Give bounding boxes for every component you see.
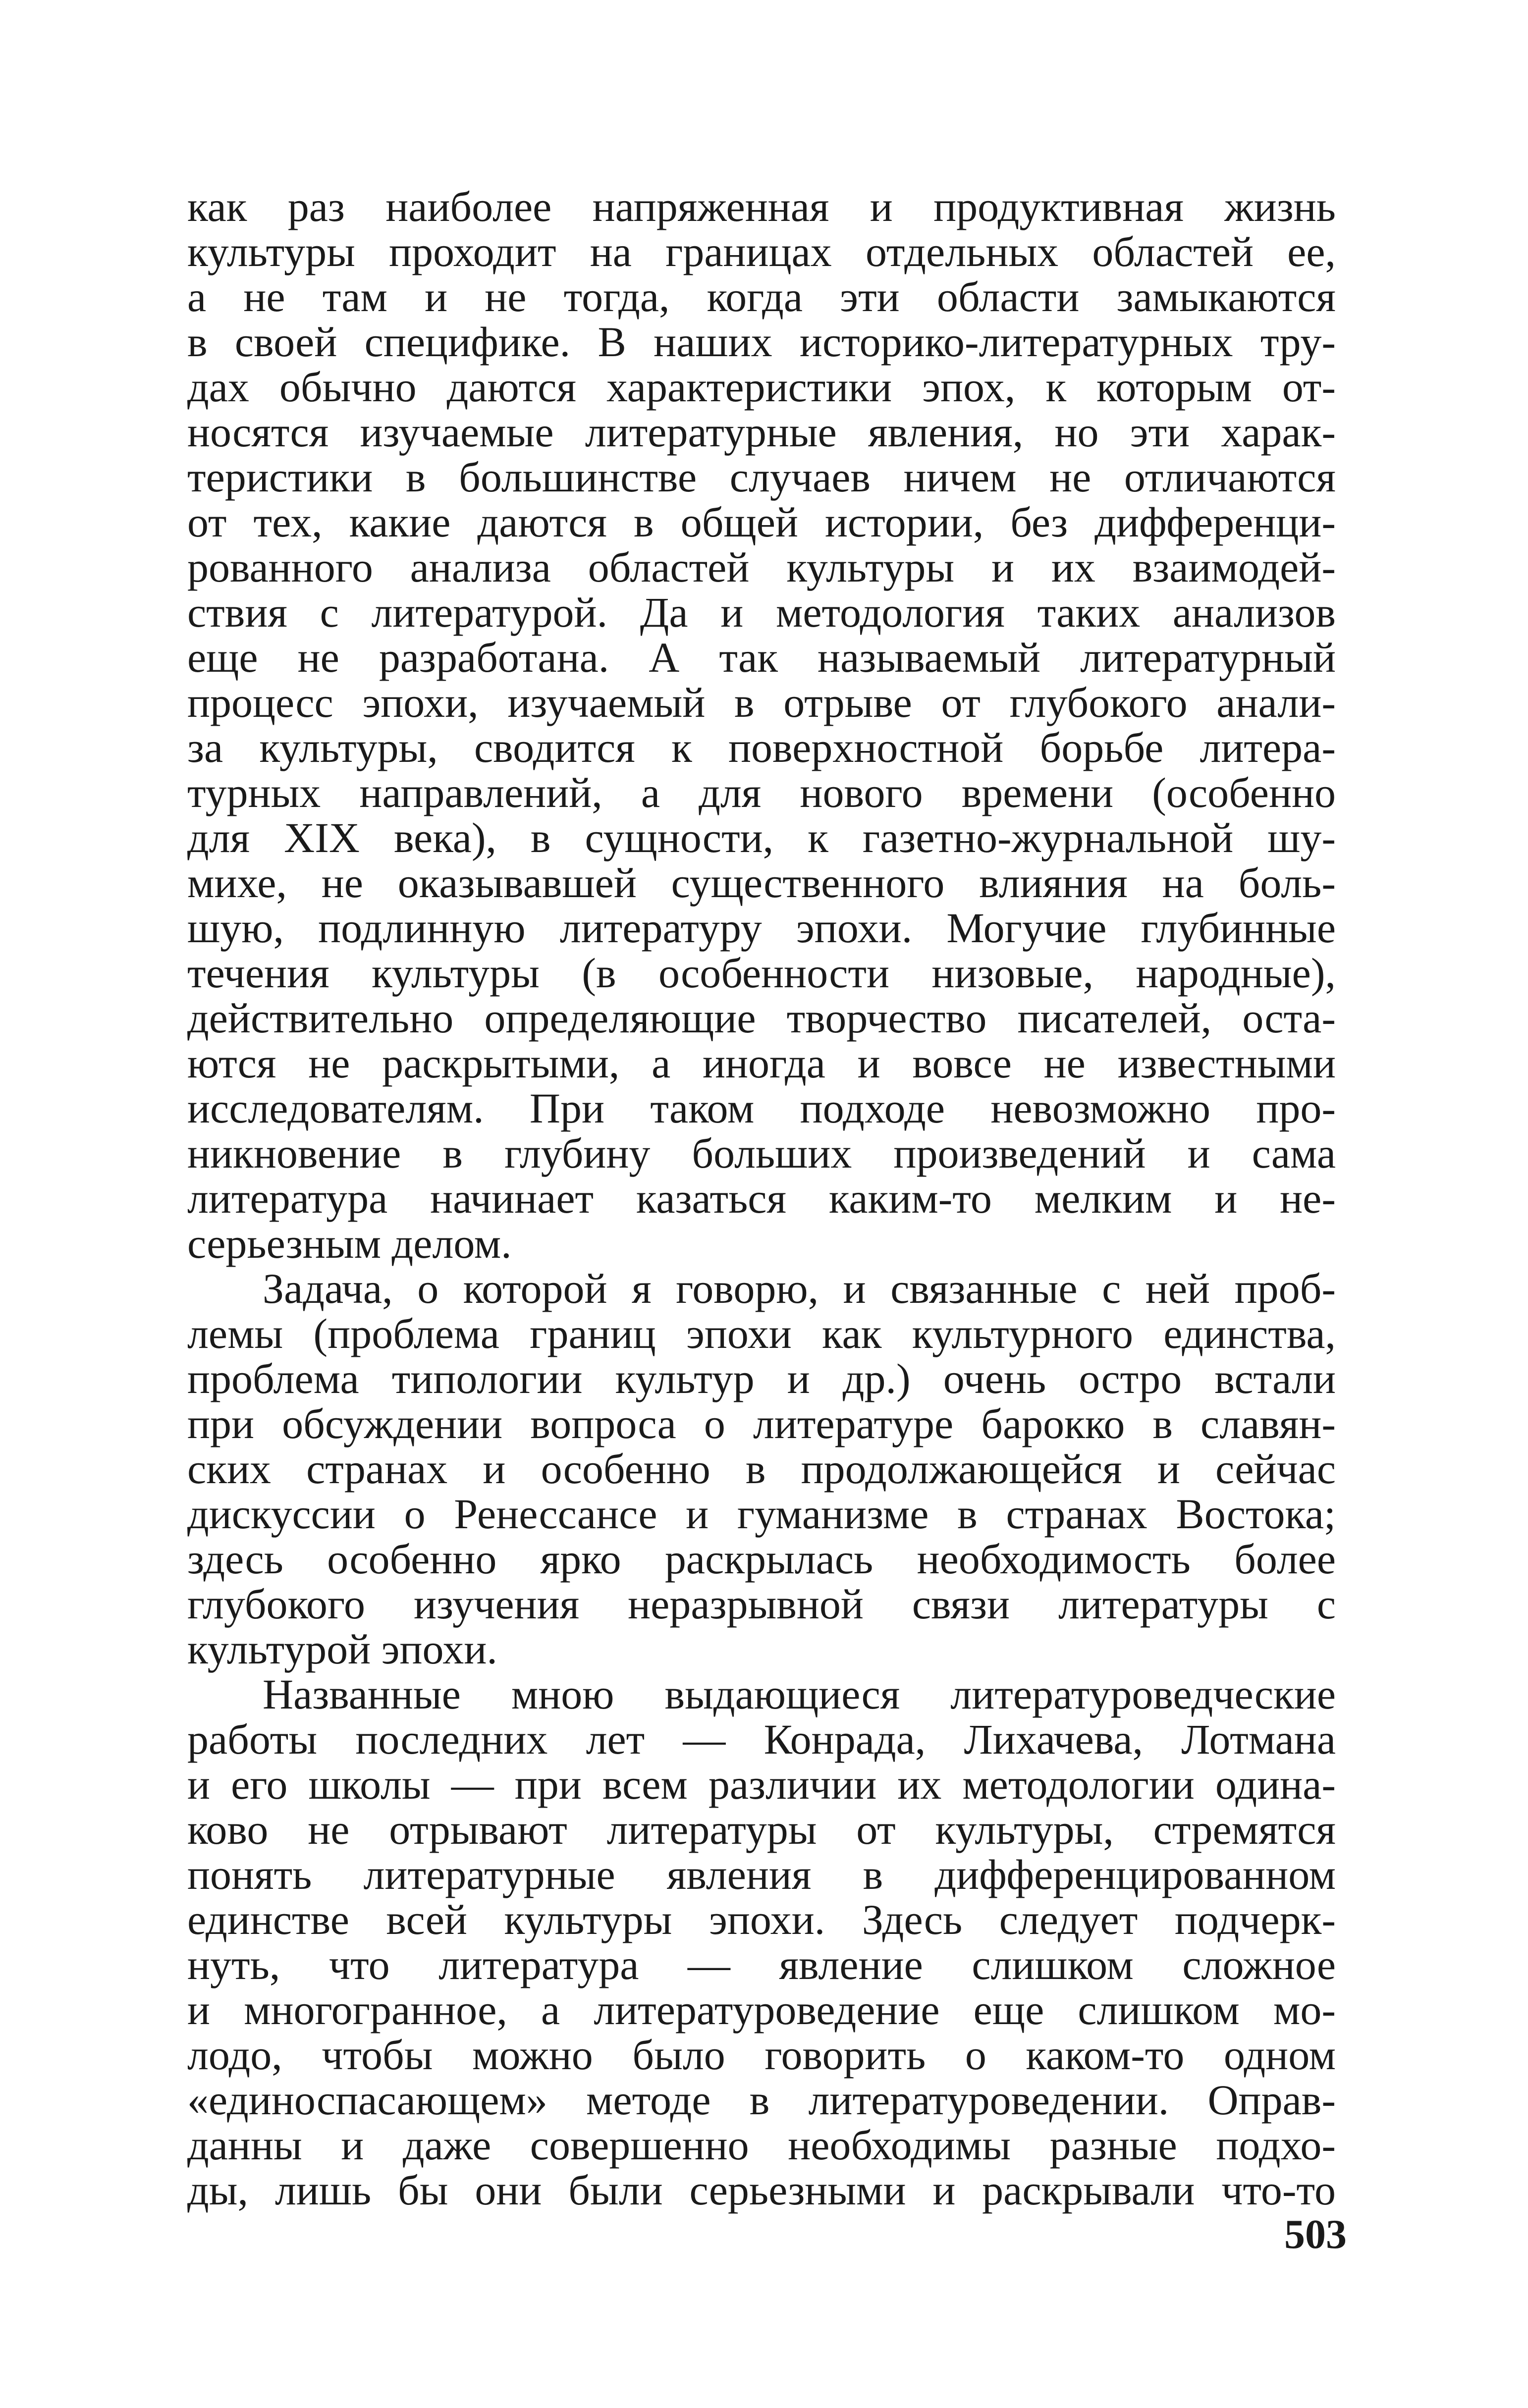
- text-line: здесь особенно ярко раскрылась необходимость более: [187, 1535, 1336, 1583]
- text-line: Названные мною выдающиеся литературоведческие: [263, 1670, 1336, 1718]
- text-line: лодо, чтобы можно было говорить о каком-то одном: [187, 2031, 1336, 2079]
- paragraph-3: [187, 1672, 1336, 2213]
- text-line: в своей специфике. В наших историко-литературных тру-: [187, 318, 1336, 366]
- text-line: культуры проходит на границах отдельных областей ее,: [187, 228, 1336, 275]
- text-line: проблема типологии культур и др.) очень остро встали: [187, 1355, 1336, 1402]
- text-line: шую, подлинную литературу эпохи. Могучие глубинные: [187, 904, 1336, 952]
- text-line: единстве всей культуры эпохи. Здесь следует подчерк-: [187, 1896, 1336, 1943]
- text-line: культурой эпохи.: [187, 1625, 497, 1673]
- text-line: для XIX века), в сущности, к газетно-журнальной шу-: [187, 814, 1336, 861]
- text-line: дискуссии о Ренессансе и гуманизме в странах Востока;: [187, 1490, 1336, 1538]
- text-line: данны и даже совершенно необходимы разные подхо-: [187, 2121, 1336, 2169]
- text-line: теристики в большинстве случаев ничем не отличаются: [187, 453, 1336, 501]
- text-line: от тех, какие даются в общей истории, без дифференци-: [187, 498, 1336, 546]
- text-line: носятся изучаемые литературные явления, но эти харак-: [187, 408, 1336, 456]
- paragraph-2: [187, 1266, 1336, 1672]
- text-line: за культуры, сводится к поверхностной борьбе литера-: [187, 724, 1336, 771]
- body-text: [187, 184, 1336, 2213]
- text-line: михе, не оказывавшей существенного влияния на боль-: [187, 859, 1336, 907]
- text-line: нуть, что литература — явление слишком сложное: [187, 1941, 1336, 1988]
- text-line: лемы (проблема границ эпохи как культурного единства,: [187, 1310, 1336, 1357]
- paragraph-1: [187, 184, 1336, 1266]
- text-line: ково не отрывают литературы от культуры, стремятся: [187, 1806, 1336, 1853]
- page-number: 503: [1284, 2211, 1347, 2257]
- text-line: течения культуры (в особенности низовые, народные),: [187, 949, 1336, 997]
- text-line: литература начинает казаться каким-то мелким и не-: [187, 1175, 1336, 1222]
- text-line: серьезным делом.: [187, 1220, 512, 1267]
- text-line: Задача, о которой я говорю, и связанные с ней проб-: [263, 1265, 1336, 1312]
- text-line: еще не разработана. А так называемый литературный: [187, 634, 1336, 681]
- text-line: «единоспасающем» методе в литературоведении. Оправ-: [187, 2076, 1336, 2124]
- text-line: никновение в глубину больших произведений и сама: [187, 1129, 1336, 1177]
- text-line: при обсуждении вопроса о литературе барокко в славян-: [187, 1400, 1336, 1447]
- text-line: ствия с литературой. Да и методология таких анализов: [187, 589, 1336, 636]
- text-line: работы последних лет — Конрада, Лихачева, Лотмана: [187, 1715, 1336, 1763]
- text-line: ских странах и особенно в продолжающейся и сейчас: [187, 1445, 1336, 1493]
- text-line: как раз наиболее напряженная и продуктивная жизнь: [187, 183, 1336, 230]
- text-line: процесс эпохи, изучаемый в отрыве от глубокого анали-: [187, 679, 1336, 726]
- text-line: турных направлений, а для нового времени (особенно: [187, 769, 1336, 816]
- text-line: ды, лишь бы они были серьезными и раскрывали что-то: [187, 2166, 1336, 2214]
- text-line: понять литературные явления в дифференцированном: [187, 1851, 1336, 1898]
- text-line: глубокого изучения неразрывной связи литературы с: [187, 1580, 1336, 1628]
- text-line: и его школы — при всем различии их методологии одина-: [187, 1761, 1336, 1808]
- text-line: рованного анализа областей культуры и их взаимодей-: [187, 543, 1336, 591]
- text-line: дах обычно даются характеристики эпох, к которым от-: [187, 363, 1336, 411]
- text-line: ются не раскрытыми, а иногда и вовсе не известными: [187, 1039, 1336, 1087]
- text-line: исследователям. При таком подходе невозможно про-: [187, 1084, 1336, 1132]
- text-line: и многогранное, а литературоведение еще слишком мо-: [187, 1986, 1336, 2033]
- text-line: действительно определяющие творчество писателей, оста-: [187, 994, 1336, 1042]
- text-line: а не там и не тогда, когда эти области замыкаются: [187, 273, 1336, 321]
